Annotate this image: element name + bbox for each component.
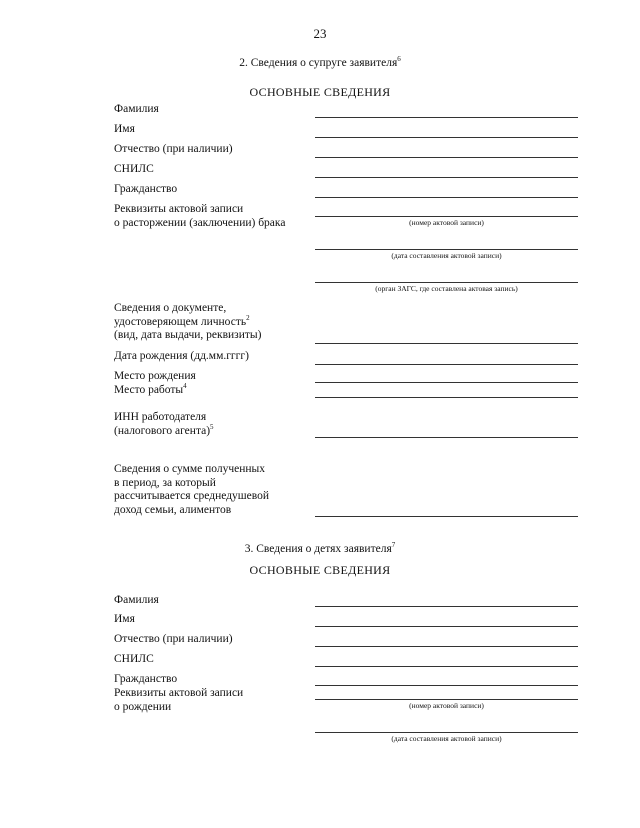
record-date-caption: (дата составления актовой записи) — [391, 251, 502, 260]
footnote-5: 5 — [210, 422, 214, 431]
child-citizenship-label: Гражданство — [114, 673, 178, 685]
section-2-title — [0, 57, 640, 69]
spouse-birth-place-field[interactable] — [315, 382, 578, 383]
registry-office-caption: (орган ЗАГС, где составлена актовая запись) — [375, 284, 518, 293]
spouse-name-label: Имя — [114, 123, 135, 135]
footnote-4: 4 — [183, 382, 187, 391]
child-name-label: Имя — [114, 613, 135, 625]
spouse-surname-label: Фамилия — [114, 103, 159, 115]
spouse-birth-date-field[interactable] — [315, 364, 578, 365]
spouse-citizenship-label: Гражданство — [114, 183, 178, 195]
spouse-employer-inn-field[interactable] — [315, 437, 578, 438]
spouse-surname-field[interactable] — [315, 117, 578, 118]
section-2-title-text: 2. Сведения о супруге заявителя — [239, 57, 398, 69]
spouse-registry-office-field[interactable] — [315, 282, 578, 283]
child-record-number-field[interactable] — [315, 699, 578, 700]
child-birth-record-label: Реквизиты актовой записи о рождении — [114, 687, 244, 713]
spouse-snils-field[interactable] — [315, 177, 578, 178]
child-surname-label: Фамилия — [114, 594, 159, 606]
spouse-patronymic-label: Отчество (при наличии) — [114, 143, 233, 155]
spouse-citizenship-field[interactable] — [315, 197, 578, 198]
child-record-number-caption: (номер актовой записи) — [409, 701, 484, 710]
spouse-workplace-label — [114, 384, 187, 398]
spouse-income-label: Сведения о сумме полученных в период, за который рассчитывается среднедушевой доход семьи, алиментов — [114, 463, 270, 516]
spouse-divorce-record-label: Реквизиты актовой записи о расторжении (заключении) брака — [114, 203, 286, 229]
spouse-patronymic-field[interactable] — [315, 157, 578, 158]
section-3-subtitle: ОСНОВНЫЕ СВЕДЕНИЯ — [249, 563, 391, 577]
child-snils-label: СНИЛС — [114, 653, 154, 665]
child-record-date-field[interactable] — [315, 732, 578, 733]
child-name-field[interactable] — [315, 626, 578, 627]
spouse-snils-label: СНИЛС — [114, 163, 154, 175]
page-number: 23 — [313, 26, 327, 41]
spouse-record-date-field[interactable] — [315, 249, 578, 250]
section-3-title — [0, 543, 640, 555]
child-surname-field[interactable] — [315, 606, 578, 607]
spouse-birth-date-label: Дата рождения (дд.мм.гггг) — [114, 350, 249, 362]
section-2-subtitle: ОСНОВНЫЕ СВЕДЕНИЯ — [249, 85, 391, 99]
spouse-birth-place-label: Место рождения — [114, 370, 196, 382]
spouse-workplace-field[interactable] — [315, 397, 578, 398]
spouse-income-field[interactable] — [315, 516, 578, 517]
child-snils-field[interactable] — [315, 666, 578, 667]
record-number-caption: (номер актовой записи) — [409, 218, 484, 227]
child-citizenship-field[interactable] — [315, 685, 578, 686]
child-patronymic-field[interactable] — [315, 646, 578, 647]
spouse-id-doc-label-b: (вид, дата выдачи, реквизиты) — [114, 329, 262, 341]
section-3-title-text: 3. Сведения о детях заявителя — [244, 543, 392, 555]
spouse-id-doc-field[interactable] — [315, 343, 578, 344]
spouse-id-doc-label-a: Сведения о документе, удостоверяющем личность — [114, 302, 247, 328]
footnote-6: 6 — [397, 55, 401, 64]
spouse-workplace-text: Место работы — [114, 384, 184, 396]
spouse-employer-inn-label — [114, 411, 214, 438]
spouse-id-doc-label — [114, 302, 261, 343]
child-patronymic-label: Отчество (при наличии) — [114, 633, 233, 645]
spouse-name-field[interactable] — [315, 137, 578, 138]
spouse-employer-inn-text: ИНН работодателя (налогового агента) — [114, 411, 211, 437]
footnote-2: 2 — [246, 313, 250, 322]
spouse-record-number-field[interactable] — [315, 216, 578, 217]
child-record-date-caption: (дата составления актовой записи) — [391, 734, 502, 743]
footnote-7: 7 — [391, 541, 396, 550]
